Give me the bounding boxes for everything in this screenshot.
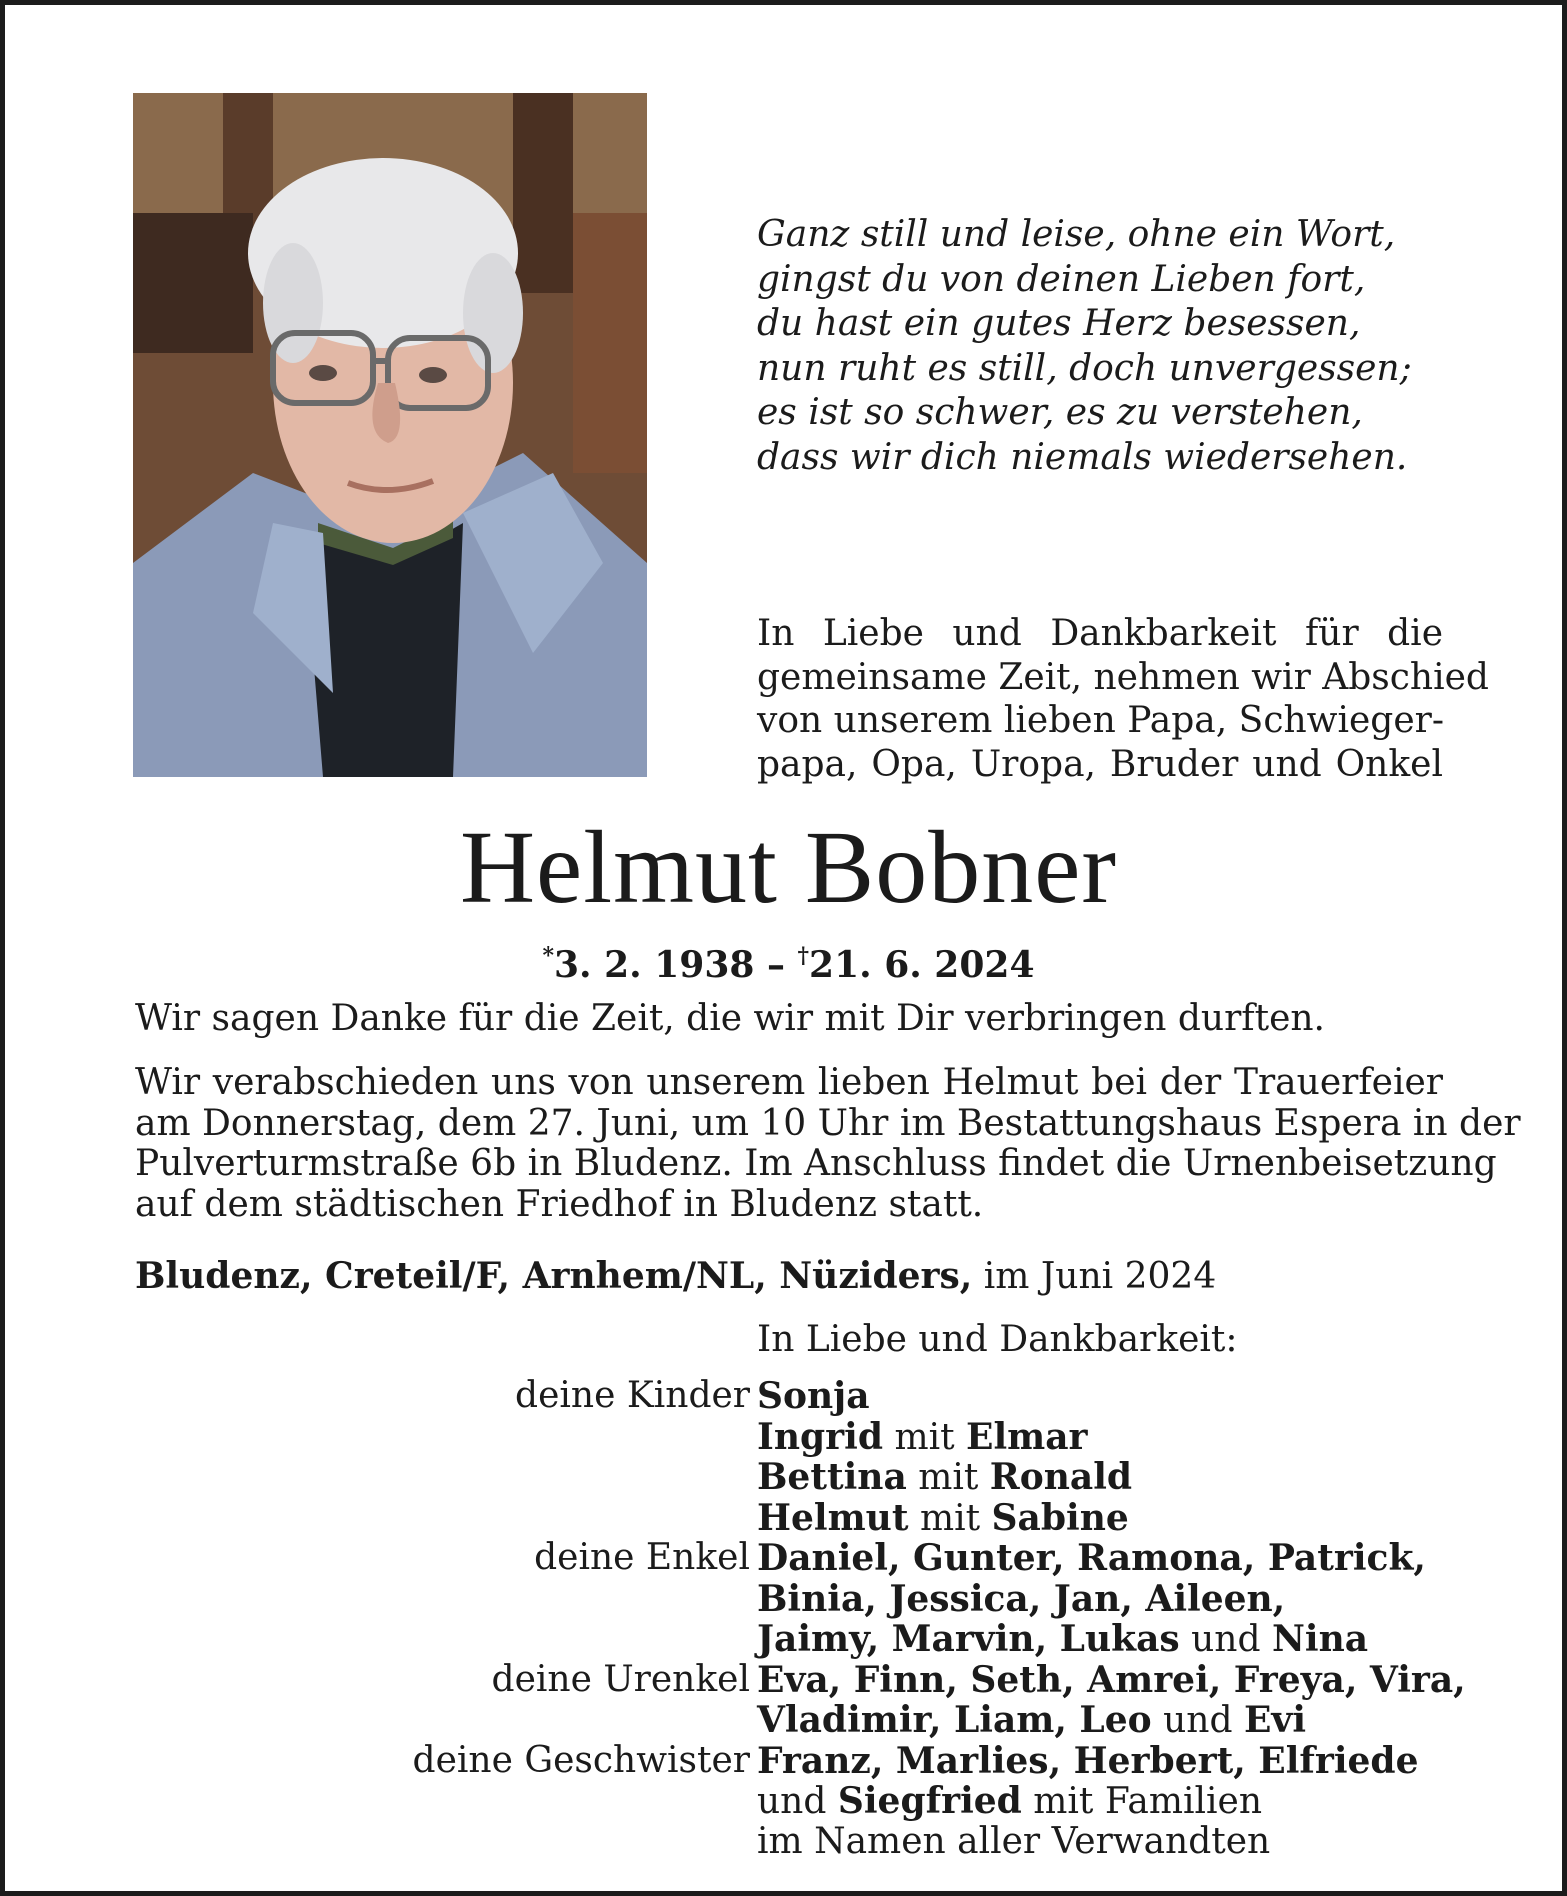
family-names — [757, 1660, 1466, 1702]
family-name: Ronald — [989, 1456, 1133, 1498]
family-row — [5, 1741, 1567, 1782]
family-name: Ingrid — [757, 1415, 883, 1458]
intro-line: gemeinsame Zeit, nehmen wir Abschied — [757, 656, 1489, 698]
funeral-text — [135, 1062, 1521, 1225]
date-separator: – — [754, 944, 798, 986]
family-conjunction: und — [757, 1781, 838, 1822]
family-row — [5, 1376, 1567, 1417]
kinder-label: deine Kinder — [515, 1375, 750, 1416]
intro-line: papa, Opa, Uropa, Bruder und Onkel — [757, 743, 1443, 785]
family-names — [757, 1741, 1418, 1783]
family-names — [757, 1498, 1129, 1540]
thanks-text: Wir sagen Danke für die Zeit, die wir mit Dir verbringen durften. — [135, 998, 1326, 1039]
deceased-name: Helmut Bobner — [459, 810, 1118, 925]
closing-line: im Namen aller Verwandten — [757, 1820, 1271, 1862]
enkel-label: deine Enkel — [534, 1537, 750, 1578]
family-name: Jaimy, Marvin, Lukas — [757, 1618, 1180, 1660]
family-name: Sonja — [757, 1375, 870, 1417]
funeral-line: am Donnerstag, dem 27. Juni, um 10 Uhr im Bestattungshaus Espera in der — [135, 1102, 1521, 1144]
poem — [757, 213, 1477, 480]
poem-line: es ist so schwer, es zu verstehen, — [757, 392, 1363, 433]
family-name: Nina — [1271, 1618, 1369, 1660]
family-name: Elmar — [966, 1415, 1088, 1458]
poem-line: gingst du von deinen Lieben fort, — [757, 258, 1366, 300]
family-names — [757, 1538, 1426, 1580]
family-name: Eva, Finn, Seth, Amrei, Freya, Vira, — [757, 1658, 1466, 1701]
family-row — [5, 1579, 1567, 1620]
place-date — [135, 1253, 1443, 1300]
family-row — [5, 1619, 1567, 1660]
family-name: Sabine — [991, 1496, 1129, 1539]
funeral-line: Pulverturmstraße 6b in Bludenz. Im Anschluss findet die Urnenbeisetzung — [135, 1143, 1497, 1184]
intro-text — [757, 612, 1489, 786]
urenkel-label: deine Urenkel — [491, 1658, 750, 1700]
poem-line: nun ruht es still, doch unvergessen; — [757, 347, 1412, 389]
geschwister-label: deine Geschwister — [412, 1739, 750, 1781]
family-names — [757, 1781, 1262, 1823]
family-names — [757, 1700, 1306, 1742]
funeral-line: auf dem städtischen Friedhof in Bludenz statt. — [135, 1183, 984, 1225]
intro-line: von unserem lieben Papa, Schwieger- — [757, 700, 1445, 741]
death-date: 21. 6. 2024 — [809, 944, 1035, 986]
family-row — [5, 1822, 1567, 1863]
birth-symbol: * — [542, 943, 554, 969]
poem-line: du hast ein gutes Herz besessen, — [757, 303, 1361, 344]
family-row — [5, 1457, 1567, 1498]
family-row — [5, 1538, 1567, 1579]
birth-date: 3. 2. 1938 — [554, 944, 755, 986]
family-conjunction: mit — [883, 1416, 967, 1458]
family-list — [5, 1376, 1567, 1862]
family-row — [5, 1660, 1567, 1701]
family-names — [757, 1376, 870, 1418]
place-month: im Juni 2024 — [972, 1256, 1217, 1297]
family-name: Siegfried — [837, 1780, 1022, 1822]
family-conjunction: mit — [906, 1457, 990, 1498]
poem-line: dass wir dich niemals wiedersehen. — [757, 436, 1408, 478]
family-names — [757, 1417, 1088, 1459]
family-names — [757, 1579, 1285, 1621]
intro-line: In Liebe und Dankbarkeit für die — [757, 613, 1443, 654]
family-name: Franz, Marlies, Herbert, Elfriede — [757, 1739, 1419, 1782]
family-row — [5, 1498, 1567, 1539]
family-row — [5, 1417, 1567, 1458]
family-name: Binia, Jessica, Jan, Aileen, — [757, 1577, 1286, 1620]
family-row — [5, 1781, 1567, 1822]
family-names — [757, 1619, 1368, 1661]
place-cities: Bludenz, Creteil/F, Arnhem/NL, Nüziders, — [135, 1255, 973, 1297]
family-name: Daniel, Gunter, Ramona, Patrick, — [757, 1537, 1426, 1579]
family-conjunction: mit Familien — [1021, 1781, 1262, 1822]
portrait-photo-icon — [133, 93, 647, 777]
family-name: Evi — [1243, 1699, 1307, 1741]
poem-line: Ganz still und leise, ohne ein Wort, — [757, 214, 1396, 255]
death-symbol: † — [797, 943, 810, 969]
life-dates — [5, 933, 1567, 988]
family-name: Vladimir, Liam, Leo — [757, 1699, 1152, 1741]
funeral-line: Wir verabschieden uns von unserem lieben Helmut bei der Trauerfeier — [135, 1062, 1443, 1103]
family-name: Bettina — [757, 1456, 907, 1498]
family-name: Helmut — [757, 1496, 909, 1539]
family-conjunction: mit — [908, 1497, 992, 1539]
family-row — [5, 1700, 1567, 1741]
family-conjunction: und — [1179, 1619, 1272, 1660]
family-conjunction: und — [1151, 1700, 1244, 1741]
family-names — [757, 1457, 1132, 1499]
signature-intro: In Liebe und Dankbarkeit: — [757, 1319, 1238, 1360]
portrait-photo — [133, 93, 647, 777]
